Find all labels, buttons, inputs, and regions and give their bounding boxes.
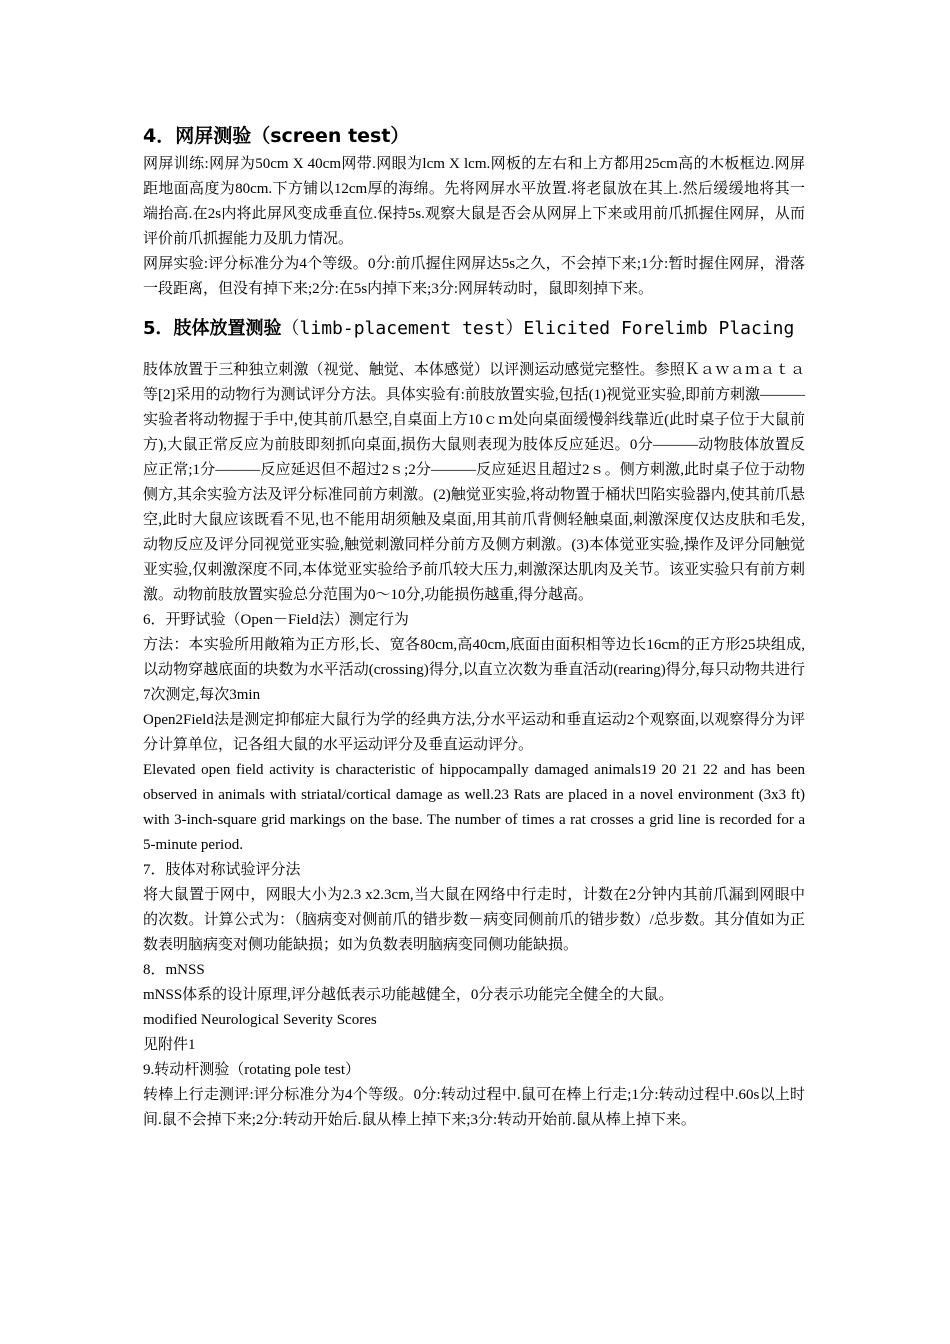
section-8-paragraph-1: mNSS体系的设计原理,评分越低表示功能越健全，0分表示功能完全健全的大鼠。 [143,987,674,1003]
section-5-heading-rest: （limb-placement test）Elicited Forelimb Placing [281,318,795,339]
section-8-paragraph-3: 见附件1 [143,1037,196,1053]
section-5-heading-lead: 5．肢体放置测验 [143,318,282,339]
section-6-paragraph-2: Open2Field法是测定抑郁症大鼠行为学的经典方法,分水平运动和垂直运动2个观察面,以观察得分为评分计算单位，记各组大鼠的水平运动评分及垂直运动评分。 [143,712,805,753]
section-5-paragraph-1: 肢体放置于三种独立刺激（视觉、触觉、本体感觉）以评测运动感觉完整性。参照Ｋａｗａｍａｔａ等[2]采用的动物行为测试评分方法。具体实验有:前肢放置实验,包括(1)视觉亚实验,即前方刺激———实验者将动物握于手中,使其前爪悬空,自桌面上方10ｃｍ处向桌面缓慢斜线靠近(此时桌子位于大鼠前方),大鼠正常反应为前肢即刻抓向桌面,损伤大鼠则表现为肢体反应延迟。0分———动物肢体放置反应正常;1分———反应延迟但不超过2ｓ;2分———反应延迟且超过2ｓ。侧方刺激,此时桌子位于动物侧方,其余实验方法及评分标准同前方刺激。(2)触觉亚实验,将动物置于桶状凹陷实验器内,使其前爪悬空,此时大鼠应该既看不见,也不能用胡须触及桌面,用其前爪背侧轻触桌面,刺激深度仅达皮肤和毛发,动物反应及评分同视觉亚实验,触觉刺激同样分前方及侧方刺激。(3)本体觉亚实验,操作及评分同触觉亚实验,仅刺激深度不同,本体觉亚实验给予前爪较大压力,刺激深达肌肉及关节。该亚实验只有前方刺激。动物前肢放置实验总分范围为0～10分,功能损伤越重,得分越高。 [143,362,805,603]
section-4-heading: 4．网屏测验（screen test） [143,125,410,147]
section-8-heading: 8．mNSS [143,962,205,978]
section-9-heading: 9.转动杆测验（rotating pole test） [143,1062,361,1078]
section-7-heading: 7．肢体对称试验评分法 [143,862,301,878]
section-9-paragraph-1: 转棒上行走测评:评分标准分为4个等级。0分:转动过程中.鼠可在棒上行走;1分:转动过程中.60s以上时间.鼠不会掉下来;2分:转动开始后.鼠从棒上掉下来;3分:转动开始前.鼠从棒上掉下来。 [143,1087,805,1128]
section-4-paragraph-1: 网屏训练:网屏为50cm X 40cm网带.网眼为lcm X lcm.网板的左右和上方都用25cm高的木板框边.网屏距地面高度为80cm.下方铺以12cm厚的海绵。先将网屏水平放置.将老鼠放在其上.然后缓缓地将其一端抬高.在2s内将此屏风变成垂直位.保持5s.观察大鼠是否会从网屏上下来或用前爪抓握住网屏，从而评价前爪抓握能力及肌力情况。 [143,156,805,247]
section-4-paragraph-2: 网屏实验:评分标准分为4个等级。0分:前爪握住网屏达5s之久，不会掉下来;1分:暂时握住网屏，滑落一段距离，但没有掉下来;2分:在5s内掉下来;3分:网屏转动时，鼠即刻掉下来。 [143,256,805,297]
section-6-heading: 6．开野试验（Open－Field法）测定行为 [143,612,409,628]
section-6-paragraph-1: 方法：本实验所用敞箱为正方形,长、宽各80cm,高40cm,底面由面积相等边长16cm的正方形25块组成,以动物穿越底面的块数为水平活动(crossing)得分,以直立次数为垂直活动(rearing)得分,每只动物共进行7次测定,每次3min [143,637,805,703]
section-7-paragraph-1: 将大鼠置于网中，网眼大小为2.3 x2.3cm,当大鼠在网络中行走时，计数在2分钟内其前爪漏到网眼中的次数。计算公式为：（脑病变对侧前爪的错步数－病变同侧前爪的错步数）/总步数。其分值如为正数表明脑病变对侧功能缺损；如为负数表明脑病变同侧功能缺损。 [143,887,805,953]
section-5-heading [143,316,805,342]
document-body [143,122,805,1133]
section-6-paragraph-3: Elevated open field activity is characteristic of hippocampally damaged animals19 20 21 22 and has been observed in animals with striatal/cortical damage as well.23 Rats are placed in a novel environment (3x3 ft) with 3-inch-square grid markings on the base. The number of times a rat crosses a grid line is recorded for a 5-minute period. [143,762,805,853]
section-8-paragraph-2: modified Neurological Severity Scores [143,1012,377,1028]
